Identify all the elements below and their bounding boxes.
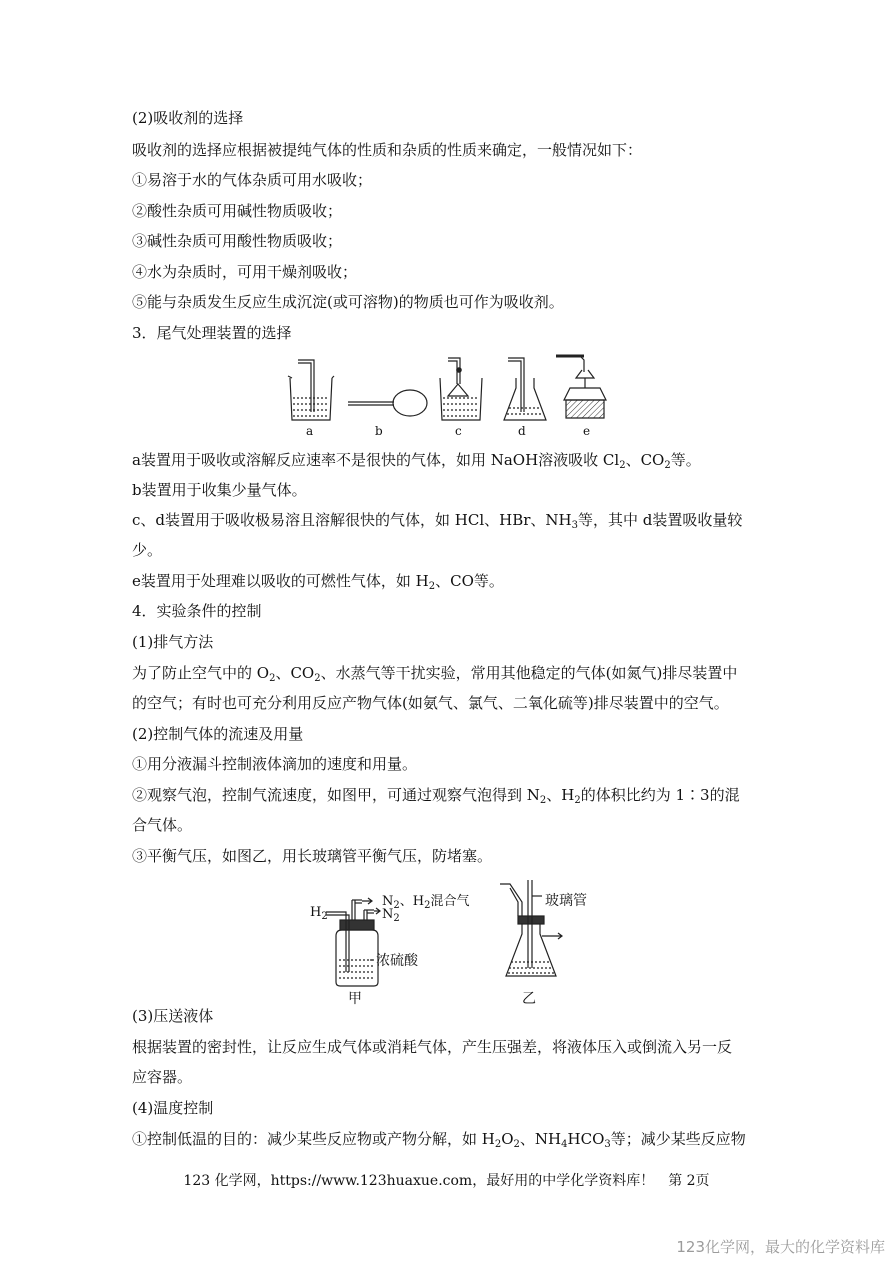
sulfuric-acid-label: 浓硫酸 [376,953,418,969]
site-watermark: 123化学网，最大的化学资料库 [676,1238,885,1256]
figure-jia-caption: 甲 [348,991,362,1007]
figure-label-a: a [306,424,314,438]
heading-temperature: (4)温度控制 [132,1099,214,1117]
heading-tail-gas: 3．尾气处理装置的选择 [132,324,292,342]
figure-yi-caption: 乙 [522,991,536,1007]
heading-absorbent: (2)吸收剂的选择 [132,109,244,127]
paragraph: 为了防止空气中的 $O_2$、$CO_2$、水蒸气等干扰实验，常用其他稳定的气体(如氮气)排尽装置中 [132,664,738,684]
paragraph: 少。 [132,541,163,559]
glass-tube-label: 玻璃管 [545,893,587,909]
washing-bottle-jia [326,898,380,986]
apparatus-a [288,360,334,420]
heading-press: (3)压送液体 [132,1007,214,1025]
paragraph: e装置用于处理难以吸收的可燃性气体，如 $H_2$、CO等。 [132,572,504,592]
h2-inlet-label: $H_2$ [310,905,328,922]
list-item: ①用分液漏斗控制液体滴加的速度和用量。 [132,755,418,773]
page-footer: 123 化学网，https://www.123huaxue.com，最好用的中学化学资料库！ 第 2页 [183,1173,710,1189]
list-item: ③碱性杂质可用酸性物质吸收； [132,232,343,250]
mixed-gas-label: $N_2$、$H_2$混合气 [382,894,470,911]
list-item: ⑤能与杂质发生反应生成沉淀(或可溶物)的物质也可作为吸收剂。 [132,293,564,311]
apparatus-e [556,356,606,418]
heading-flow: (2)控制气体的流速及用量 [132,725,304,743]
heading-conditions: 4．实验条件的控制 [132,602,262,620]
list-item: ②酸性杂质可用碱性物质吸收； [132,202,343,220]
paragraph: a装置用于吸收或溶解反应速率不是很快的气体，如用 NaOH溶液吸收 $Cl_2$、$CO_2$等。 [132,451,701,471]
heading-exhaust: (1)排气方法 [132,633,214,651]
list-item: ①易溶于水的气体杂质可用水吸收； [132,171,373,189]
apparatus-d [504,358,546,420]
list-item: ④水为杂质时，可用干燥剂吸收； [132,263,358,281]
n2-inlet-label: $N_2$ [382,907,400,924]
paragraph: b装置用于收集少量气体。 [132,481,307,499]
list-item: ②观察气泡，控制气流速度，如图甲，可通过观察气泡得到 $N_2$、$H_2$的体积比约为 1∶3的混 [132,786,740,806]
figure-label-d: d [518,424,526,438]
paragraph: 合气体。 [132,816,193,834]
paragraph: 应容器。 [132,1068,193,1086]
apparatus-b [348,390,427,416]
paragraph: 吸收剂的选择应根据被提纯气体的性质和杂质的性质来确定，一般情况如下： [132,141,643,159]
figure-label-c: c [455,424,462,438]
tail-gas-apparatus-figure [284,348,614,440]
paragraph: 根据装置的密封性，让反应生成气体或消耗气体，产生压强差，将液体压入或倒流入另一反 [132,1038,733,1056]
figure-label-e: e [583,424,591,438]
paragraph: c、d装置用于吸收极易溶且溶解很快的气体，如 HCl、HBr、$NH_3$等，其中 d装置吸收量较 [132,511,743,531]
apparatus-c [440,358,482,420]
figure-label-b: b [375,424,383,438]
paragraph: 的空气；有时也可充分利用反应产物气体(如氨气、氯气、二氧化硫等)排尽装置中的空气。 [132,694,729,712]
list-item: ①控制低温的目的：减少某些反应物或产物分解，如 $H_2O_2$、$NH_4HCO_3$等；减少某些反应物 [132,1130,746,1150]
list-item: ③平衡气压，如图乙，用长玻璃管平衡气压，防堵塞。 [132,847,493,865]
